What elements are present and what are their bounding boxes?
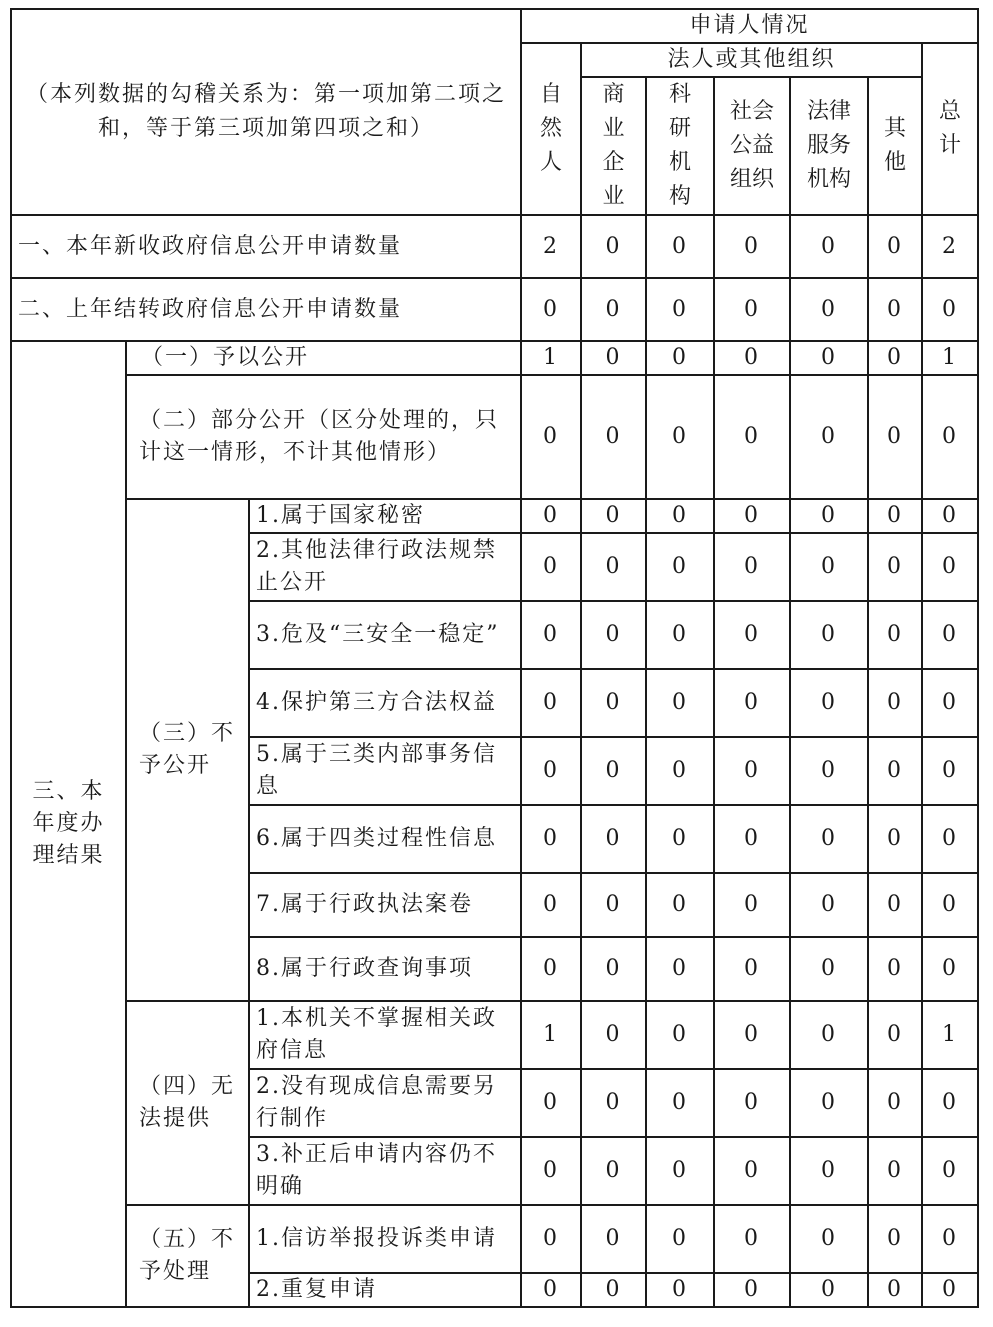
cell: 0 <box>790 737 868 805</box>
row-label: 3.补正后申请内容仍不明确 <box>249 1137 521 1205</box>
col-public-welfare: 社会公益组织 <box>714 77 790 215</box>
cell: 0 <box>922 375 978 499</box>
cell: 0 <box>581 341 646 375</box>
cell: 0 <box>790 533 868 601</box>
col-research: 科研机构 <box>646 77 714 215</box>
cell: 0 <box>790 873 868 937</box>
cell: 0 <box>646 215 714 278</box>
row-label: （二）部分公开（区分处理的，只计这一情形，不计其他情形） <box>126 375 521 499</box>
cell: 0 <box>646 1273 714 1307</box>
cell: 0 <box>521 1273 581 1307</box>
cell: 0 <box>581 375 646 499</box>
cell: 0 <box>714 278 790 341</box>
row-label: 6.属于四类过程性信息 <box>249 805 521 873</box>
row-label: 7.属于行政执法案卷 <box>249 873 521 937</box>
cell: 0 <box>521 737 581 805</box>
table-row <box>11 341 978 375</box>
cell: 0 <box>714 341 790 375</box>
cell: 0 <box>714 1205 790 1273</box>
col-natural-person: 自然人 <box>521 43 581 215</box>
cell: 0 <box>714 669 790 737</box>
cell: 0 <box>868 1205 922 1273</box>
cell: 0 <box>714 1273 790 1307</box>
row-label: 二、上年结转政府信息公开申请数量 <box>11 278 521 341</box>
cell: 0 <box>868 341 922 375</box>
cell: 0 <box>521 937 581 1001</box>
cell: 0 <box>868 278 922 341</box>
row-label: 2.没有现成信息需要另行制作 <box>249 1069 521 1137</box>
row-label: （一）予以公开 <box>126 341 521 375</box>
cell: 0 <box>581 215 646 278</box>
cell: 0 <box>581 669 646 737</box>
cell: 0 <box>714 1069 790 1137</box>
cell: 0 <box>868 1069 922 1137</box>
table-row <box>11 1205 978 1273</box>
table-row <box>11 278 978 341</box>
cell: 0 <box>922 805 978 873</box>
cell: 0 <box>581 1273 646 1307</box>
cell: 2 <box>521 215 581 278</box>
cell: 0 <box>646 1069 714 1137</box>
cell: 0 <box>790 375 868 499</box>
cell: 0 <box>790 1137 868 1205</box>
table-row <box>11 375 978 499</box>
cell: 0 <box>790 1001 868 1069</box>
cell: 0 <box>868 669 922 737</box>
cell: 0 <box>868 601 922 669</box>
cell: 0 <box>521 873 581 937</box>
cell: 0 <box>790 601 868 669</box>
cell: 0 <box>868 375 922 499</box>
cell: 1 <box>521 341 581 375</box>
cell: 0 <box>790 805 868 873</box>
group-four-label: （四）无法提供 <box>126 1001 249 1205</box>
col-total: 总计 <box>922 43 978 215</box>
cell: 0 <box>646 805 714 873</box>
cell: 0 <box>521 1205 581 1273</box>
cell: 0 <box>581 1205 646 1273</box>
cell: 1 <box>521 1001 581 1069</box>
cell: 0 <box>714 499 790 533</box>
cell: 0 <box>646 737 714 805</box>
cell: 0 <box>646 669 714 737</box>
row-label: 一、本年新收政府信息公开申请数量 <box>11 215 521 278</box>
cell: 0 <box>714 601 790 669</box>
cell: 0 <box>922 1273 978 1307</box>
cell: 0 <box>922 873 978 937</box>
cell: 0 <box>521 499 581 533</box>
cell: 0 <box>646 533 714 601</box>
cell: 0 <box>581 937 646 1001</box>
row-label: 1.属于国家秘密 <box>249 499 521 533</box>
cell: 0 <box>581 1137 646 1205</box>
cell: 0 <box>790 669 868 737</box>
cell: 2 <box>922 215 978 278</box>
cell: 0 <box>581 873 646 937</box>
cell: 0 <box>714 1001 790 1069</box>
cell: 0 <box>714 873 790 937</box>
row-label: 2.其他法律行政法规禁止公开 <box>249 533 521 601</box>
cell: 0 <box>868 215 922 278</box>
cell: 0 <box>922 1205 978 1273</box>
col-commercial: 商业企业 <box>581 77 646 215</box>
disclosure-table <box>10 8 979 1308</box>
cell: 0 <box>646 1001 714 1069</box>
cell: 0 <box>521 601 581 669</box>
cell: 0 <box>922 601 978 669</box>
cell: 0 <box>922 499 978 533</box>
cell: 0 <box>790 1273 868 1307</box>
cell: 0 <box>790 499 868 533</box>
row-label: 1.本机关不掌握相关政府信息 <box>249 1001 521 1069</box>
table-row <box>11 1001 978 1069</box>
cell: 0 <box>922 737 978 805</box>
cell: 1 <box>922 341 978 375</box>
cell: 0 <box>646 1205 714 1273</box>
cell: 0 <box>868 737 922 805</box>
cell: 0 <box>646 601 714 669</box>
cell: 0 <box>521 1137 581 1205</box>
cell: 0 <box>521 375 581 499</box>
row-label: 1.信访举报投诉类申请 <box>249 1205 521 1273</box>
cell: 0 <box>922 1137 978 1205</box>
cell: 0 <box>646 873 714 937</box>
cell: 0 <box>581 601 646 669</box>
group-five-label: （五）不予处理 <box>126 1205 249 1307</box>
table-row <box>11 499 978 533</box>
cell: 0 <box>581 278 646 341</box>
row-label: 5.属于三类内部事务信息 <box>249 737 521 805</box>
cell: 0 <box>714 375 790 499</box>
row-label: 3.危及“三安全一稳定” <box>249 601 521 669</box>
cell: 0 <box>521 278 581 341</box>
cell: 0 <box>868 1137 922 1205</box>
cell: 0 <box>790 1069 868 1137</box>
cell: 0 <box>868 805 922 873</box>
cell: 0 <box>581 737 646 805</box>
cell: 0 <box>521 1069 581 1137</box>
cell: 0 <box>646 937 714 1001</box>
cell: 0 <box>790 215 868 278</box>
cell: 0 <box>714 215 790 278</box>
cell: 0 <box>868 499 922 533</box>
cell: 0 <box>922 1069 978 1137</box>
cell: 0 <box>868 1001 922 1069</box>
header-applicant: 申请人情况 <box>521 9 978 43</box>
cell: 0 <box>521 669 581 737</box>
cell: 0 <box>790 937 868 1001</box>
cell: 0 <box>646 1137 714 1205</box>
cell: 0 <box>521 805 581 873</box>
cell: 0 <box>581 499 646 533</box>
cell: 0 <box>581 1069 646 1137</box>
cell: 0 <box>922 533 978 601</box>
cell: 0 <box>714 937 790 1001</box>
row-label: 8.属于行政查询事项 <box>249 937 521 1001</box>
cell: 0 <box>646 499 714 533</box>
header-legal-group: 法人或其他组织 <box>581 43 922 77</box>
cell: 0 <box>790 278 868 341</box>
cell: 0 <box>790 1205 868 1273</box>
cell: 0 <box>714 805 790 873</box>
cell: 0 <box>922 278 978 341</box>
cell: 0 <box>868 937 922 1001</box>
cell: 0 <box>714 533 790 601</box>
cell: 0 <box>646 341 714 375</box>
cell: 1 <box>922 1001 978 1069</box>
cell: 0 <box>521 533 581 601</box>
cell: 0 <box>581 805 646 873</box>
row-label: 4.保护第三方合法权益 <box>249 669 521 737</box>
cell: 0 <box>714 737 790 805</box>
cell: 0 <box>790 341 868 375</box>
section-three-label: 三、本年度办理结果 <box>11 341 126 1307</box>
cell: 0 <box>581 533 646 601</box>
col-legal-service: 法律服务机构 <box>790 77 868 215</box>
cell: 0 <box>922 937 978 1001</box>
cell: 0 <box>646 278 714 341</box>
group-three-label: （三）不予公开 <box>126 499 249 1001</box>
cell: 0 <box>868 873 922 937</box>
header-note: （本列数据的勾稽关系为：第一项加第二项之和，等于第三项加第四项之和） <box>11 9 521 215</box>
cell: 0 <box>714 1137 790 1205</box>
col-other: 其他 <box>868 77 922 215</box>
cell: 0 <box>646 375 714 499</box>
cell: 0 <box>581 1001 646 1069</box>
cell: 0 <box>922 669 978 737</box>
table-row <box>11 215 978 278</box>
row-label: 2.重复申请 <box>249 1273 521 1307</box>
cell: 0 <box>868 1273 922 1307</box>
cell: 0 <box>868 533 922 601</box>
